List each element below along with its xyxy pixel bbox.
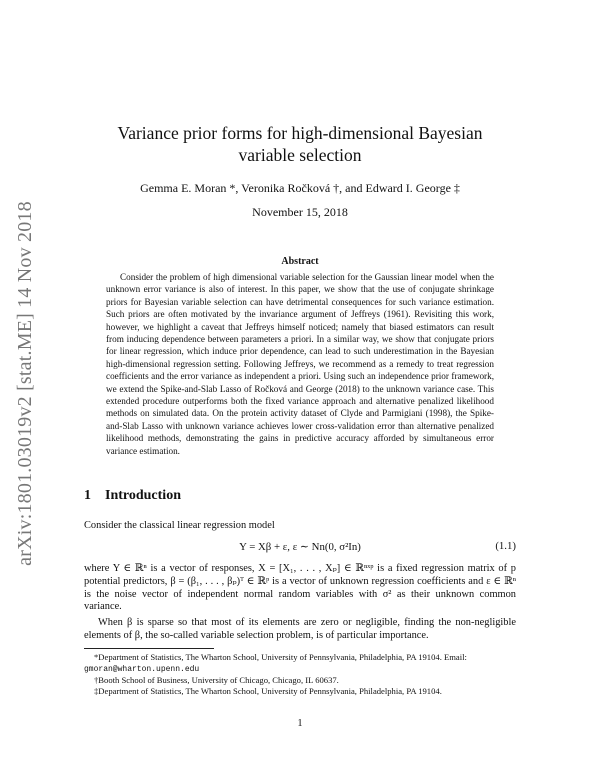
- section-title: Introduction: [105, 488, 181, 503]
- paper-authors: Gemma E. Moran *, Veronika Ročková †, and Edward I. George ‡: [140, 181, 460, 195]
- footnote-3: ‡Department of Statistics, The Wharton School, University of Pennsylvania, Philadelphia, PA 19104.: [94, 686, 442, 696]
- intro-paragraph-1: Consider the classical linear regression model: [84, 520, 275, 531]
- equation-number: (1.1): [495, 540, 516, 552]
- page-number: 1: [297, 718, 303, 729]
- intro-paragraph-2: where Y ∈ ℝⁿ is a vector of responses, X = [X₁, . . . , Xₚ] ∈ ℝⁿˣᵖ is a fixed regression matrix of p potential predictors, β = (β₁, . . . , βₚ)ᵀ ∈ ℝᵖ is a vector of unknown regression coefficients and ε ∈ ℝⁿ is the noise vector of independent normal random variables with σ² as their unknown common variance.: [84, 563, 516, 613]
- footnote-1-text: *Department of Statistics, The Wharton School, University of Pennsylvania, Philadelphia, PA 19104. Email:: [94, 652, 467, 662]
- footnote-1: [84, 652, 516, 675]
- author-email: gmoran@wharton.upenn.edu: [84, 665, 200, 674]
- arxiv-identifier: arXiv:1801.03019v2 [stat.ME] 14 Nov 2018: [13, 200, 36, 566]
- section-number: 1: [84, 488, 91, 503]
- equation-text: Y = Xβ + ε, ε ∼ Nn(0, σ²In): [239, 541, 361, 553]
- abstract-text: Consider the problem of high dimensional variable selection for the Gaussian linear model when the unknown error variance is also of interest. In this paper, we show that the use of conjugate shrinkage priors for Bayesian variable selection can have detrimental consequences for such variance estimation. Such priors are often motivated by the invariance argument of Jeffreys (1961). Revisiting this work, however, we highlight a caveat that Jeffreys himself noticed; namely that biased estimators can result from inducing dependence between parameters a priori. In a similar way, we show that conjugate priors for linear regression, which induce prior dependence, can lead to such underestimation in the Bayesian high-dimensional regression setting. Following Jeffreys, we recommend as a remedy to treat regression coefficients and the error variance as independent a priori. Using such an independence prior framework, we extend the Spike-and-Slab Lasso of Ročková and George (2018) to the unknown variance case. This extended procedure outperforms both the fixed variance approach and alternative penalized likelihood methods on simulated data. On the protein activity dataset of Clyde and Parmigiani (1998), the Spike-and-Slab Lasso with unknown variance achieves lower cross-validation error than alternative penalized likelihood methods, demonstrating the gains in predictive accuracy afforded by simultaneous error variance estimation.: [106, 272, 494, 456]
- intro-paragraph-3: When β is sparse so that most of its elements are zero or negligible, finding the non-negligible elements of β, the so-called variable selection problem, is of particular importance.: [84, 617, 516, 641]
- section-heading: [84, 488, 181, 504]
- footnote-2: †Booth School of Business, University of Chicago, Chicago, IL 60637.: [94, 675, 339, 685]
- equation-1-1: [84, 540, 516, 556]
- footnote-rule: [84, 648, 214, 649]
- paper-title: Variance prior forms for high-dimensional Bayesian variable selection: [117, 123, 483, 165]
- abstract-heading: Abstract: [281, 256, 319, 267]
- arxiv-sidebar: [12, 200, 38, 566]
- paper-date: November 15, 2018: [252, 205, 348, 219]
